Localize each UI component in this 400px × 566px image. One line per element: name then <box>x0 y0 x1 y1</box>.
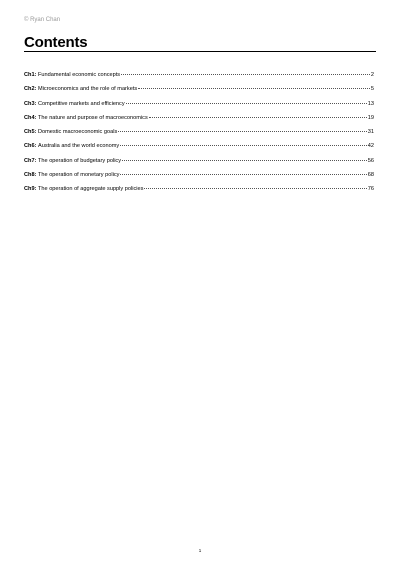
toc-chapter-title: Fundamental economic concepts <box>38 72 121 78</box>
toc-chapter-title: Australia and the world economy <box>38 143 120 150</box>
toc-chapter-label: Ch3: <box>24 100 37 107</box>
toc-entry-ch2[interactable] <box>24 87 374 101</box>
toc-leader-dots <box>149 117 367 118</box>
toc-chapter-label: Ch7: <box>24 157 37 164</box>
toc-chapter-title: The nature and purpose of macroeconomics <box>38 114 148 121</box>
toc-chapter-title: Microeconomics and the role of markets <box>38 86 138 93</box>
toc-chapter-title: Competitive markets and efficiency <box>38 100 125 107</box>
toc-chapter-label: Ch1: <box>24 72 37 78</box>
toc-chapter-title: The operation of aggregate supply policies <box>38 186 144 193</box>
toc-entry-ch3[interactable] <box>24 102 374 116</box>
toc-leader-dots <box>122 160 367 161</box>
toc-entry-ch7[interactable] <box>24 159 374 173</box>
toc-chapter-title: The operation of budgetary policy <box>38 157 122 164</box>
copyright-notice: © Ryan Chan <box>24 17 61 23</box>
footer-page-number: 1 <box>198 548 202 553</box>
toc-page-number: 13 <box>367 100 374 107</box>
toc-chapter-title: The operation of monetary policy <box>38 172 120 179</box>
toc-page-number: 5 <box>370 86 374 93</box>
toc-page-number: 31 <box>367 129 374 136</box>
toc-leader-dots <box>118 131 366 132</box>
toc-chapter-label: Ch4: <box>24 114 37 121</box>
toc-page-number: 19 <box>367 114 374 121</box>
toc-entry-ch5[interactable] <box>24 130 374 144</box>
toc-page-number: 56 <box>367 157 374 164</box>
toc-entry-ch9[interactable] <box>24 187 374 201</box>
toc-leader-dots <box>120 145 367 146</box>
toc-chapter-label: Ch5: <box>24 129 37 136</box>
toc-entry-ch1[interactable] <box>24 73 374 87</box>
toc-entry-ch4[interactable] <box>24 116 374 130</box>
toc-leader-dots <box>144 188 366 189</box>
toc-chapter-label: Ch6: <box>24 143 37 150</box>
toc-page-number: 68 <box>367 172 374 179</box>
toc-leader-dots <box>121 74 370 75</box>
toc-entry-ch6[interactable] <box>24 144 374 158</box>
toc-entry-ch8[interactable] <box>24 173 374 187</box>
toc-leader-dots <box>120 174 366 175</box>
page-title: Contents <box>24 34 88 51</box>
table-of-contents <box>24 73 374 202</box>
toc-leader-dots <box>138 88 370 89</box>
toc-leader-dots <box>126 103 367 104</box>
toc-page-number: 76 <box>367 186 374 193</box>
toc-page-number: 2 <box>370 72 374 78</box>
title-underline <box>24 51 376 52</box>
toc-chapter-label: Ch2: <box>24 86 37 93</box>
toc-page-number: 42 <box>367 143 374 150</box>
toc-chapter-label: Ch9: <box>24 186 37 193</box>
toc-chapter-label: Ch8: <box>24 172 37 179</box>
toc-chapter-title: Domestic macroeconomic goals <box>38 129 118 136</box>
